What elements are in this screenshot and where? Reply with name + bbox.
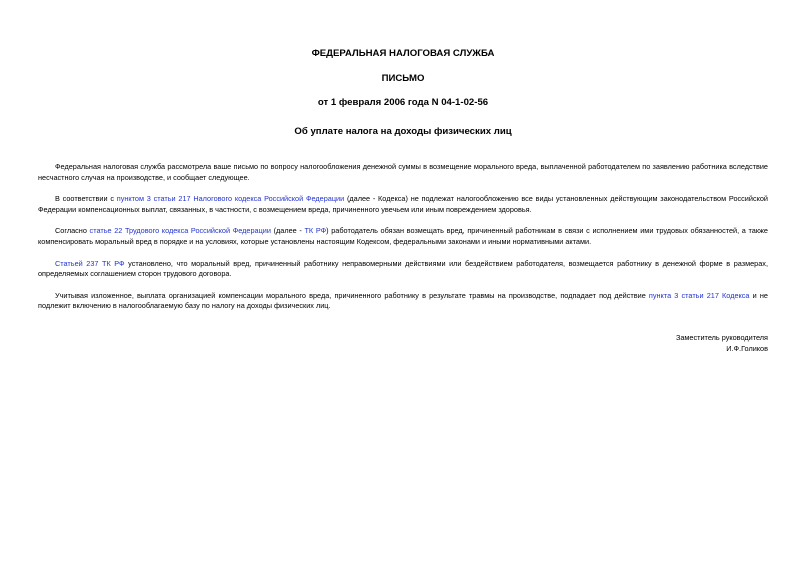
paragraph-1-text: Федеральная налоговая служба рассмотрела ваше письмо по вопросу налогообложения денежной суммы в возмещение морального вреда, выплаченной работодателем по заявлению работника вследствие несчастного случая на производстве, и сообщает следующее. xyxy=(38,162,768,182)
link-labor-code-art22[interactable]: статье 22 Трудового кодекса Российской Федерации xyxy=(89,226,271,236)
paragraph-3 xyxy=(38,226,768,247)
paragraph-3-text-c: ) работодатель обязан возмещать вред, причиненный работникам в связи с исполнением ими трудовых обязанностей, а также компенсировать моральный вред в порядке и на условиях, которые установлены настоящим Кодексом, федеральными законами и иными нормативными актами. xyxy=(38,226,768,246)
paragraph-4 xyxy=(38,259,768,280)
paragraph-3-text-a: Согласно xyxy=(55,226,90,236)
paragraph-2 xyxy=(38,194,768,215)
signatory-title: Заместитель руководителя xyxy=(675,332,768,342)
link-code-art217-p3[interactable]: пункта 3 статьи 217 Кодекса xyxy=(648,290,750,300)
letter-body xyxy=(38,162,768,312)
paragraph-5 xyxy=(38,291,768,312)
paragraph-3-text-b: (далее - xyxy=(270,226,305,236)
paragraph-5-text-b: и не подлежит включению в налогооблагаемую базу по налогу на доходы физических лиц. xyxy=(38,290,768,311)
link-labor-code[interactable]: ТК РФ xyxy=(304,226,327,236)
document-date-line: от 1 февраля 2006 года N 04-1-02-56 xyxy=(317,97,489,108)
document-page xyxy=(38,0,768,354)
signature-block xyxy=(38,333,768,354)
paragraph-1 xyxy=(38,162,768,183)
paragraph-2-text-a: В соответствии с xyxy=(55,194,117,204)
paragraph-5-text-a: Учитывая изложенное, выплата организацией компенсации морального вреда, причиненного работнику в результате травмы на производстве, подпадает под действие xyxy=(55,290,649,300)
signatory-name: И.Ф.Голиков xyxy=(726,343,768,353)
document-subject: Об уплате налога на доходы физических лиц xyxy=(294,126,512,137)
organization-heading: ФЕДЕРАЛЬНАЯ НАЛОГОВАЯ СЛУЖБА xyxy=(311,48,495,59)
paragraph-2-text-b: (далее - Кодекса) не подлежат налогообложению все виды установленных действующим законодательством Российской Федерации компенсационных выплат, связанных, в частности, с возмещением вреда, причиненного увечьем или иным повреждением здоровья. xyxy=(38,194,769,214)
document-type-heading: ПИСЬМО xyxy=(381,73,425,84)
link-labor-code-art237[interactable]: Статьей 237 ТК РФ xyxy=(55,258,125,268)
paragraph-4-text-b: установлено, что моральный вред, причиненный работнику неправомерными действиями или бездействием работодателя, возмещается работнику в денежной форме в размерах, определяемых соглашением сторон трудового договора. xyxy=(38,258,768,279)
link-tax-code-art217[interactable]: пунктом 3 статьи 217 Налогового кодекса Российской Федерации xyxy=(116,194,345,204)
